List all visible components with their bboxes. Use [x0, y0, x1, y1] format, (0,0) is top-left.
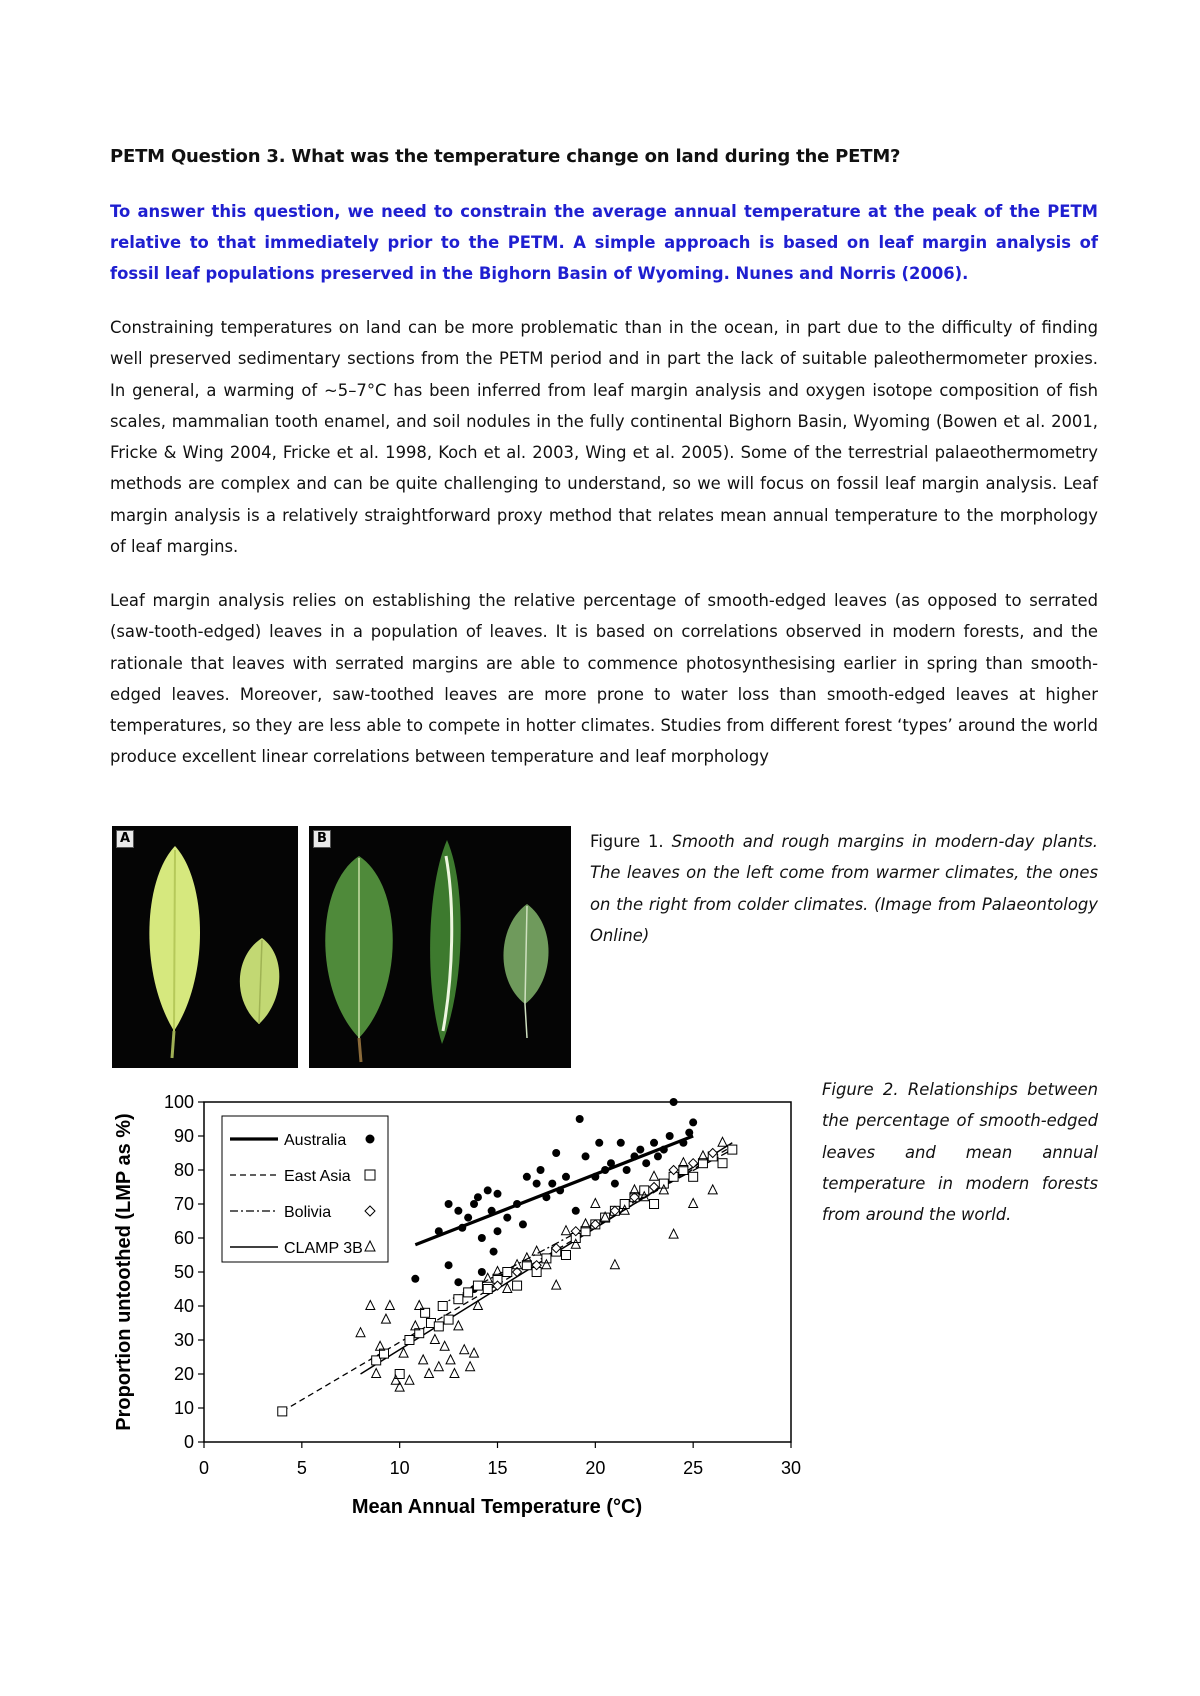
- y-tick-label: 100: [163, 1092, 194, 1112]
- data-point: [466, 1362, 475, 1371]
- data-point: [572, 1207, 580, 1215]
- data-point: [556, 1186, 564, 1194]
- x-tick-label: 20: [585, 1458, 606, 1478]
- scatter-chart-svg: [108, 1086, 808, 1526]
- question-title: PETM Question 3. What was the temperature change on land during the PETM?: [110, 146, 901, 167]
- data-point: [503, 1214, 511, 1222]
- data-point: [458, 1224, 466, 1232]
- data-point: [591, 1173, 599, 1181]
- x-tick-label: 10: [389, 1458, 410, 1478]
- y-tick-label: 0: [183, 1432, 194, 1452]
- data-point: [470, 1348, 479, 1357]
- data-point: [537, 1166, 545, 1174]
- legend-label: CLAMP 3B: [284, 1240, 363, 1257]
- data-point: [513, 1281, 522, 1290]
- data-point: [356, 1328, 365, 1337]
- legend-label: Bolivia: [284, 1204, 332, 1221]
- y-axis: [164, 1092, 204, 1452]
- data-point: [669, 1229, 678, 1238]
- data-point: [595, 1139, 603, 1147]
- data-point: [561, 1251, 570, 1260]
- data-point: [650, 1200, 659, 1209]
- data-point: [718, 1159, 727, 1168]
- data-point: [474, 1193, 482, 1201]
- data-point: [278, 1407, 287, 1416]
- data-point: [689, 1159, 698, 1168]
- data-point: [478, 1268, 486, 1276]
- data-point: [654, 1152, 662, 1160]
- data-point: [611, 1180, 619, 1188]
- data-point: [659, 1179, 668, 1188]
- y-tick-label: 30: [173, 1330, 194, 1350]
- data-point: [533, 1180, 541, 1188]
- data-point: [718, 1137, 727, 1146]
- data-point: [445, 1200, 453, 1208]
- panel-label-b: B: [313, 830, 331, 848]
- data-point: [617, 1139, 625, 1147]
- y-tick-label: 20: [173, 1364, 194, 1384]
- data-point: [372, 1369, 381, 1378]
- data-point: [728, 1145, 737, 1154]
- data-point: [562, 1173, 570, 1181]
- data-point: [532, 1246, 541, 1255]
- body-paragraph-2: Leaf margin analysis relies on establishing the relative percentage of smooth-edged leaves (as opposed to serrated (saw-tooth-edged) leaves in a population of leaves. It is based on correlations observed in modern forests, and the rationale that leaves with serrated margins are able to commence photosynthesising earlier in spring than smooth-edged leaves. Moreover, saw-toothed leaves are more prone to water loss than smooth-edged leaves at higher temperatures, so they are less able to compete in hotter climates. Studies from different forest ‘types’ around the world produce excellent linear correlations between temperature and leaf morphology: [110, 591, 1098, 767]
- data-point: [438, 1302, 447, 1311]
- data-point: [454, 1278, 462, 1286]
- data-point: [470, 1200, 478, 1208]
- data-point: [484, 1186, 492, 1194]
- data-point: [582, 1152, 590, 1160]
- legend-marker: [366, 1135, 375, 1144]
- data-point: [689, 1118, 697, 1126]
- data-point: [591, 1199, 600, 1208]
- data-point: [519, 1220, 527, 1228]
- data-point: [708, 1185, 717, 1194]
- data-point: [552, 1149, 560, 1157]
- data-point: [385, 1301, 394, 1310]
- x-tick-label: 0: [198, 1458, 210, 1478]
- figure-1-caption-text: Smooth and rough margins in modern-day plants. The leaves on the left come from warmer climates, the ones on the right from colder climates. (Image from Palaeontology Online): [590, 832, 1099, 945]
- data-point: [494, 1190, 502, 1198]
- x-axis-title: Mean Annual Temperature (°C): [351, 1496, 643, 1518]
- data-point: [642, 1159, 650, 1167]
- y-tick-label: 80: [173, 1160, 194, 1180]
- data-point: [434, 1362, 443, 1371]
- figure-2-chart: [108, 1086, 808, 1526]
- data-point: [523, 1173, 531, 1181]
- data-point: [650, 1171, 659, 1180]
- data-point: [542, 1254, 551, 1263]
- y-tick-label: 10: [173, 1398, 194, 1418]
- data-point: [689, 1172, 698, 1181]
- data-point: [454, 1295, 463, 1304]
- data-point: [552, 1280, 561, 1289]
- x-tick-label: 30: [780, 1458, 802, 1478]
- x-axis: [199, 1442, 801, 1478]
- data-point: [640, 1186, 649, 1195]
- data-point: [542, 1193, 550, 1201]
- data-point: [488, 1207, 496, 1215]
- data-point: [561, 1226, 570, 1235]
- legend-label: Australia: [284, 1132, 347, 1149]
- y-axis-title: Proportion untoothed (LMP as %): [113, 1113, 135, 1431]
- data-point: [494, 1227, 502, 1235]
- x-tick-label: 15: [487, 1458, 508, 1478]
- data-point: [473, 1281, 482, 1290]
- data-point: [381, 1314, 390, 1323]
- data-point: [435, 1227, 443, 1235]
- y-tick-label: 50: [173, 1262, 194, 1282]
- leaf-photo-panel-a: [112, 826, 298, 1068]
- data-point: [670, 1098, 678, 1106]
- data-point: [623, 1166, 631, 1174]
- data-point: [454, 1207, 462, 1215]
- data-point: [576, 1115, 584, 1123]
- data-point: [503, 1268, 512, 1277]
- x-tick-label: 5: [296, 1458, 307, 1478]
- data-point: [430, 1335, 439, 1344]
- leaf-photo-panel-b: [309, 826, 571, 1068]
- data-point: [685, 1129, 693, 1137]
- data-point: [513, 1200, 521, 1208]
- data-point: [548, 1180, 556, 1188]
- legend: [222, 1116, 388, 1262]
- panel-label-a: A: [116, 830, 134, 848]
- data-point: [444, 1315, 453, 1324]
- data-point: [446, 1355, 455, 1364]
- data-point: [464, 1288, 473, 1297]
- data-point: [411, 1275, 419, 1283]
- data-point: [601, 1166, 609, 1174]
- data-point: [425, 1369, 434, 1378]
- legend-label: East Asia: [284, 1168, 351, 1185]
- data-point: [454, 1321, 463, 1330]
- data-point: [450, 1369, 459, 1378]
- data-point: [650, 1139, 658, 1147]
- data-point: [419, 1355, 428, 1364]
- data-point: [434, 1322, 443, 1331]
- x-tick-label: 25: [683, 1458, 704, 1478]
- data-point: [689, 1199, 698, 1208]
- y-tick-label: 90: [173, 1126, 194, 1146]
- body-paragraph-1: Constraining temperatures on land can be more problematic than in the ocean, in part due to the difficulty of finding well preserved sedimentary sections from the PETM period and in part the lack of suitable paleothermometer proxies. In general, a warming of ~5–7°C has been inferred from leaf margin analysis and oxygen isotope composition of fish scales, mammalian tooth enamel, and soil nodules in the fully continental Bighorn Basin, Wyoming (Bowen et al. 2001, Fricke & Wing 2004, Fricke et al. 1998, Koch et al. 2003, Wing et al. 2005). Some of the terrestrial palaeothermometry methods are complex and can be quite challenging to understand, so we will focus on fossil leaf margin analysis. Leaf margin analysis is a relatively straightforward proxy method that relates mean annual temperature to the morphology of leaf margins.: [110, 318, 1098, 557]
- data-point: [630, 1152, 638, 1160]
- intro-paragraph: To answer this question, we need to constrain the average annual temperature at the peak of the PETM relative to that immediately prior to the PETM. A simple approach is based on leaf margin analysis of fossil leaf populations preserved in the Bighorn Basin of Wyoming. Nunes and Norris (2006).: [110, 202, 1098, 283]
- data-point: [440, 1341, 449, 1350]
- data-point: [405, 1336, 414, 1345]
- data-point: [620, 1200, 629, 1209]
- data-point: [679, 1139, 687, 1147]
- data-point: [607, 1159, 615, 1167]
- data-point: [636, 1146, 644, 1154]
- data-point: [483, 1285, 492, 1294]
- y-tick-label: 60: [173, 1228, 194, 1248]
- figure-1-caption: [590, 826, 1098, 951]
- figure-1-caption-prefix: Figure 1.: [590, 832, 672, 851]
- legend-marker: [365, 1170, 375, 1180]
- data-point: [460, 1345, 469, 1354]
- data-point: [464, 1214, 472, 1222]
- figure-2-caption: Figure 2. Relationships between the percentage of smooth-edged leaves and mean annual temperature in modern forests from around the world.: [822, 1080, 1098, 1225]
- data-point: [478, 1234, 486, 1242]
- data-point: [445, 1261, 453, 1269]
- y-tick-label: 70: [173, 1194, 194, 1214]
- y-tick-label: 40: [173, 1296, 194, 1316]
- data-point: [660, 1146, 668, 1154]
- data-point: [610, 1260, 619, 1269]
- data-point: [405, 1375, 414, 1384]
- data-point: [490, 1248, 498, 1256]
- data-point: [666, 1132, 674, 1140]
- data-point: [366, 1301, 375, 1310]
